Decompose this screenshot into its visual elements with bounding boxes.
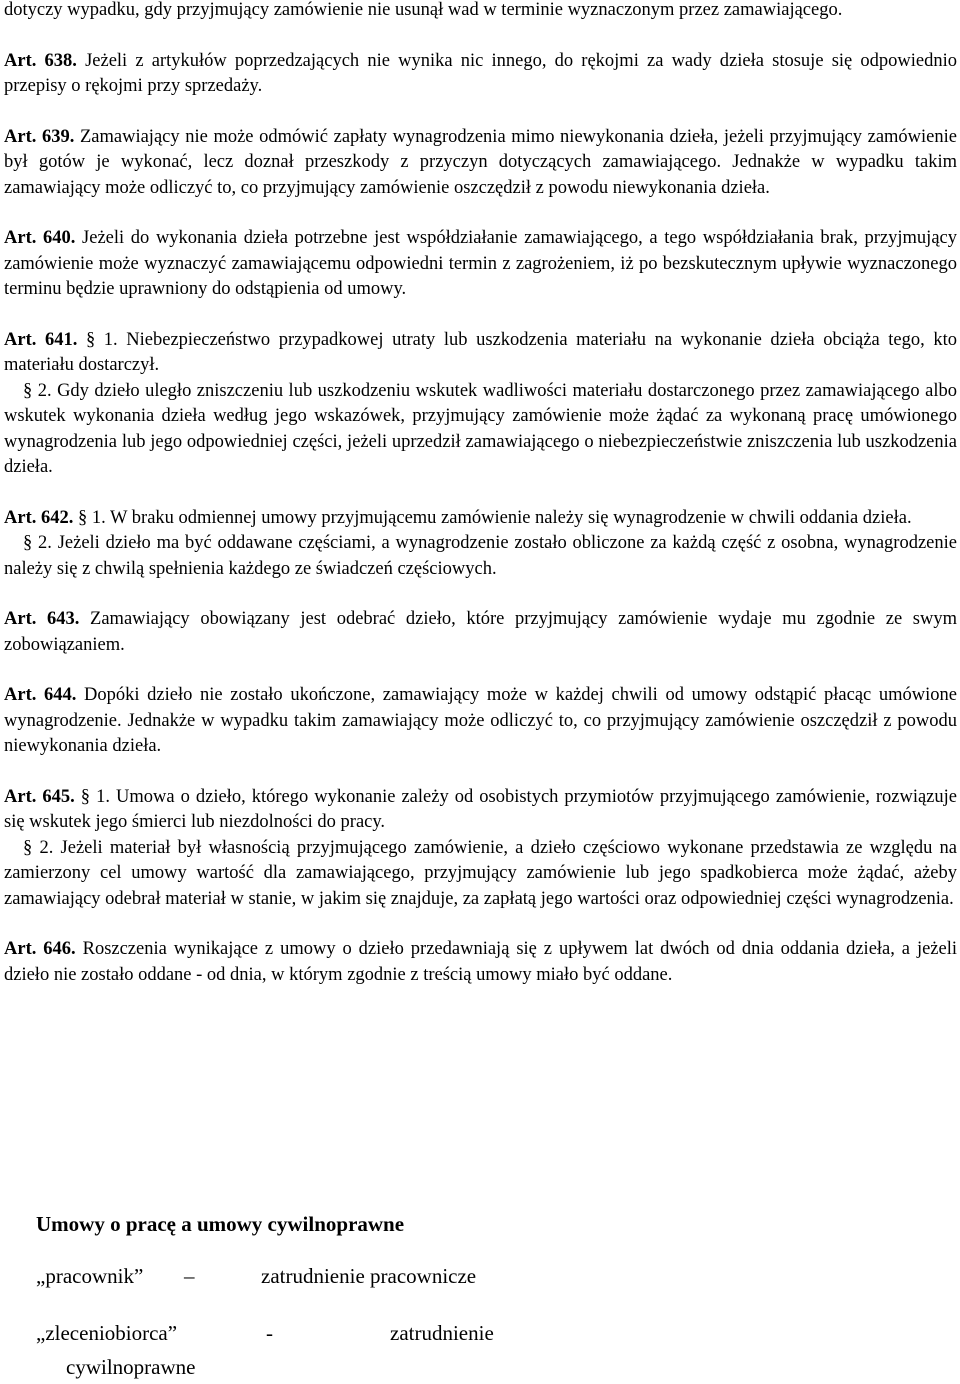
article-text: Zamawiający nie może odmówić zapłaty wynagrodzenia mimo niewykonania dzieła, jeżeli przyjmujący zamówienie był gotów je wykonać, lecz doznał przeszkody z przyczyn dotyczących zamawiającego. Jednakże w wypadku takim zamawiający może odliczyć to, co przyjmujący zamówienie oszczędził z powodu niewykonania dzieła.	[4, 126, 957, 198]
article-number: Art. 640.	[4, 228, 76, 248]
article-text: § 2. Gdy dzieło uległo zniszczeniu lub uszkodzeniu wskutek wadliwości materiału dostarczonego przez zamawiającego albo wskutek wykonania dzieła według jego wskazówek, przyjmujący zamówienie może żądać za wykonaną pracę umówionego wynagrodzenia lub jego odpowiedniej części, jeżeli uprzedził zamawiającego o niebezpieczeństwie zniszczenia lub uszkodzenia dzieła.	[4, 380, 957, 477]
article-638	[4, 49, 957, 100]
article-644	[4, 683, 957, 760]
article-text: § 2. Jeżeli materiał był własnością przyjmującego zamówienie, a dzieło częściowo wykonane przedstawia ze względu na zamierzony cel umowy wartość dla zamawiającego, przyjmujący zamówienie lub jego spadkobierca może żądać, ażeby zamawiający odebrał materiał w stanie, w jakim się znajduje, za zapłatą jego wartości oraz odpowiedniej części wynagrodzenia.	[4, 837, 957, 909]
article-number: Art. 644.	[4, 685, 77, 705]
article-text: Roszczenia wynikające z umowy o dzieło przedawniają się z upływem lat dwóch od dnia oddania dzieła, a jeżeli dzieło nie zostało oddane - od dnia, w którym zgodnie z treścią umowy miało być oddane.	[4, 939, 957, 985]
section-title: Umowy o pracę a umowy cywilnoprawne	[36, 1212, 405, 1236]
article-text: § 1. W braku odmiennej umowy przyjmującemu zamówienie należy się wynagrodzenie w chwili oddania dzieła.	[73, 507, 912, 528]
article-number: Art. 638.	[4, 50, 77, 71]
article-text: § 1. Niebezpieczeństwo przypadkowej utraty lub uszkodzenia materiału na wykonanie dzieła obciąża tego, kto materiału dostarczył.	[4, 329, 958, 375]
definition-row-contractor	[36, 1316, 556, 1384]
paragraph-continuation	[4, 0, 957, 24]
dash-separator: -	[266, 1321, 273, 1345]
article-641-par-1	[4, 328, 957, 379]
article-640	[4, 226, 957, 303]
description-contractor: zatrudnienie	[390, 1321, 494, 1345]
article-text: § 1. Umowa o dzieło, którego wykonanie zależy od osobistych przymiotów przyjmującego zamówienie, rozwiązuje się wskutek jego śmierci lub niezdolności do pracy.	[4, 786, 957, 832]
article-639	[4, 125, 957, 202]
article-646	[4, 937, 957, 988]
article-text: Zamawiający obowiązany jest odebrać dzieło, które przyjmujący zamówienie wydaje mu zgodnie ze swym zobowiązaniem.	[4, 609, 957, 655]
article-641-par-2	[4, 379, 957, 481]
article-645-par-2	[4, 836, 957, 913]
article-number: Art. 641.	[4, 329, 78, 350]
dash-separator: –	[184, 1264, 195, 1288]
definition-row-employee	[36, 1262, 476, 1290]
article-642-par-2	[4, 531, 957, 582]
article-text: Jeżeli z artykułów poprzedzających nie wynika nic innego, do rękojmi za wady dzieła stosuje się odpowiednio przepisy o rękojmi przy sprzedaży.	[4, 50, 958, 96]
paragraph-text: dotyczy wypadku, gdy przyjmujący zamówienie nie usunął wad w terminie wyznaczonym przez zamawiającego.	[4, 0, 843, 20]
article-643	[4, 607, 957, 658]
article-number: Art. 643.	[4, 609, 80, 629]
term-contractor: „zleceniobiorca”	[36, 1321, 178, 1345]
article-text: Jeżeli do wykonania dzieła potrzebne jest współdziałanie zamawiającego, a tego współdziałania brak, przyjmujący zamówienie może wyznaczyć zamawiającemu odpowiedni termin z zagrożeniem, iż po bezskutecznym upływie wyznaczonego terminu będzie uprawniony do odstąpienia od umowy.	[4, 228, 957, 299]
article-645-par-1	[4, 785, 957, 836]
article-number: Art. 646.	[4, 939, 76, 959]
article-642-par-1	[4, 506, 957, 532]
article-text: Dopóki dzieło nie zostało ukończone, zamawiający może w każdej chwili od umowy odstąpić płacąc umówione wynagrodzenie. Jednakże w wypadku takim zamawiający może odliczyć to, co przyjmujący zamówienie oszczędził z powodu niewykonania dzieła.	[4, 685, 958, 756]
term-employee: „pracownik”	[36, 1264, 144, 1288]
description-contractor-continued: cywilnoprawne	[66, 1355, 196, 1379]
article-number: Art. 639.	[4, 126, 75, 147]
section-contracts	[36, 1210, 936, 1379]
document-body	[4, 0, 957, 988]
article-number: Art. 642.	[4, 507, 74, 528]
article-number: Art. 645.	[4, 786, 75, 807]
description-employee: zatrudnienie pracownicze	[261, 1264, 477, 1288]
article-text: § 2. Jeżeli dzieło ma być oddawane częściami, a wynagrodzenie zostało obliczone za każdą część z osobna, wynagrodzenie należy się z chwilą spełnienia każdego ze świadczeń częściowych.	[4, 533, 957, 579]
